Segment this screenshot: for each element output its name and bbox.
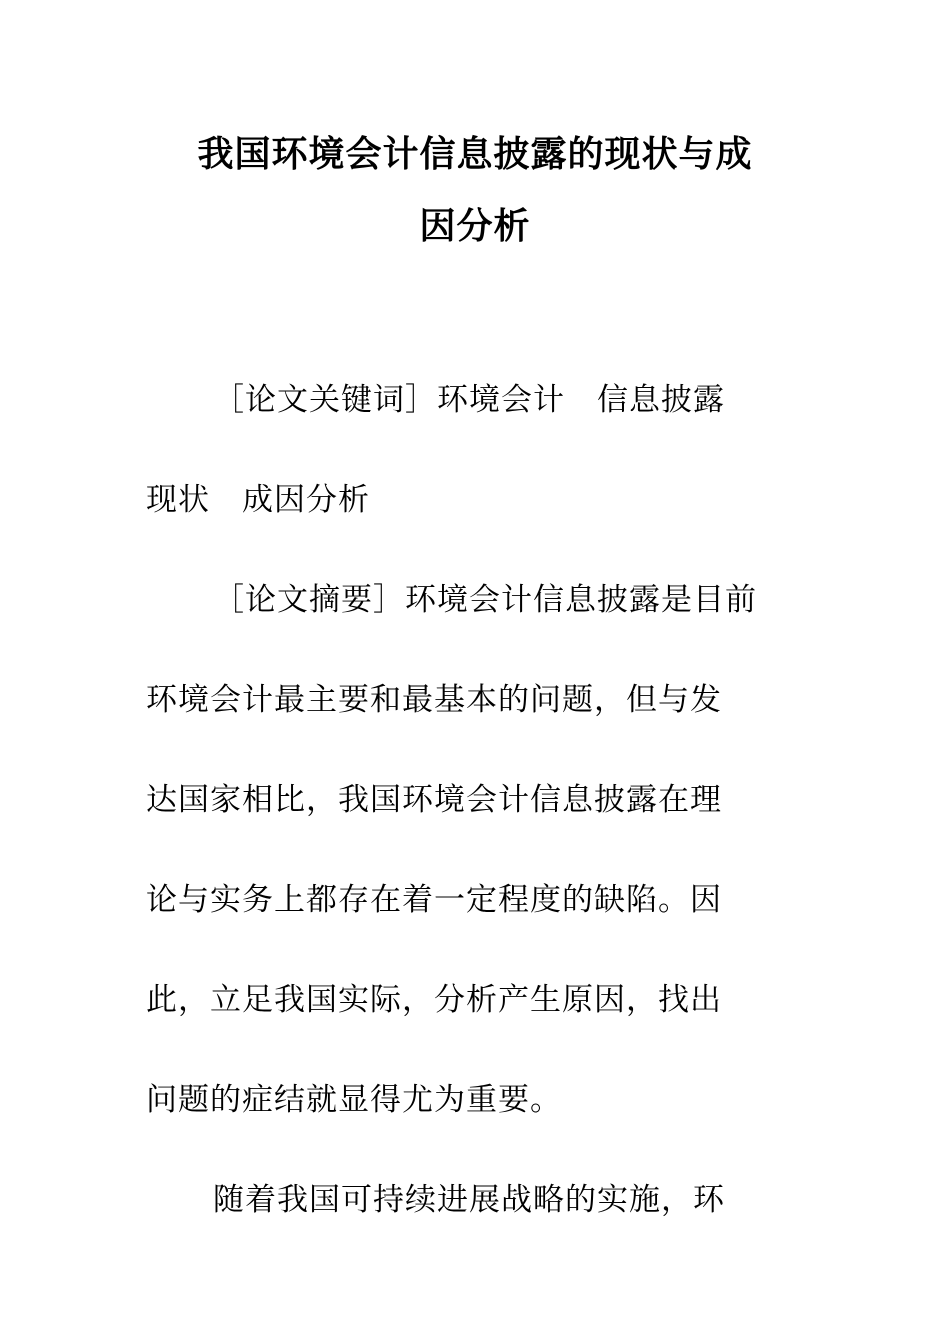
abstract-line-5: 此，立足我国实际，分析产生原因，找出 <box>146 982 722 1018</box>
abstract-line-3: 达国家相比，我国环境会计信息披露在理 <box>146 782 722 818</box>
abstract-line-1: ［论文摘要］环境会计信息披露是目前 <box>213 582 757 618</box>
abstract-line-2: 环境会计最主要和最基本的问题，但与发 <box>146 682 722 718</box>
body-paragraph-line-1: 随着我国可持续进展战略的实施，环 <box>213 1182 725 1218</box>
abstract-line-4: 论与实务上都存在着一定程度的缺陷。因 <box>146 882 722 918</box>
keywords-line-2: 现状 成因分析 <box>146 482 370 518</box>
abstract-line-6: 问题的症结就显得尤为重要。 <box>146 1082 562 1118</box>
document-title-line-1: 我国环境会计信息披露的现状与成 <box>197 133 753 175</box>
keywords-line-1: ［论文关键词］环境会计 信息披露 <box>213 382 725 418</box>
document-title-line-2: 因分析 <box>419 205 531 247</box>
